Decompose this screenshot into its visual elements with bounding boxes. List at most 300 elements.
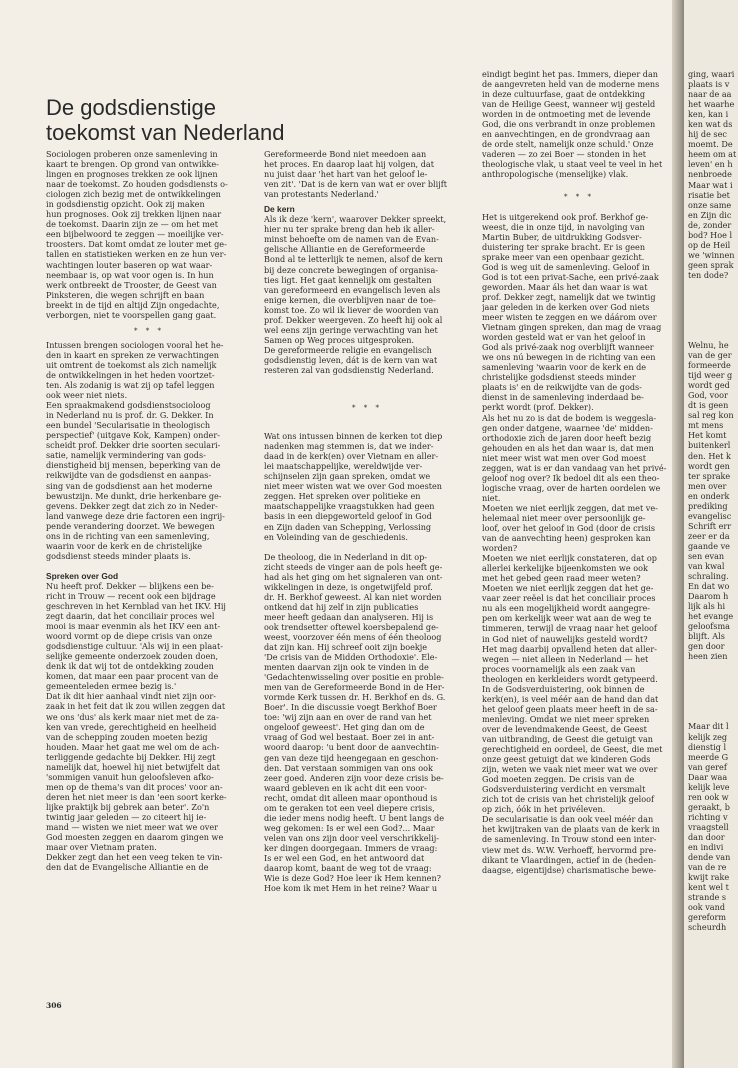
text-line: we 'winnen — [688, 249, 735, 260]
text-line: gemeenteleden ermee bezig is.' — [46, 681, 177, 692]
text-line: zich tot de crisis van het christelijk geloof — [482, 794, 655, 805]
text-line: sing van de godsdienst aan het moderne — [46, 480, 213, 491]
text-line: worden in de ontmoeting met de levende — [482, 109, 651, 120]
text-line: gen van deze tijd heengegaan en geschon- — [264, 752, 439, 763]
text-line: menleving. Omdat we niet meer spreken — [482, 713, 650, 724]
text-line: orthodoxie zich de jaren door heeft bezig — [482, 432, 652, 443]
text-line: ongeloof geweest'. Het ging dan om de — [264, 722, 425, 733]
text-line: gaande ve — [688, 540, 730, 551]
text-line: niet meer wist wat men over God moest — [482, 452, 646, 463]
text-line: Martin Buber, de uitdrukking Godsver- — [482, 231, 642, 242]
text-line: gerechtigheid en oordeel, de Geest, die met — [482, 744, 663, 755]
text-line: prediking — [688, 500, 728, 511]
text-line: den in kaart en spreken ze verwachtingen — [46, 349, 220, 360]
text-line: hun prognoses. Ook zij trekken lijnen naar — [46, 209, 222, 220]
text-line: Maar wat i — [688, 179, 733, 190]
text-line: eindigt begint het pas. Immers, dieper dan — [482, 69, 658, 79]
text-line: met het gebed geen raad meer weten? — [482, 573, 641, 584]
text-line: samenleving 'waarin voor de kerk en de — [482, 362, 647, 373]
text-line: proces voornamelijk als een zaak van — [482, 663, 636, 674]
text-line: moemt. De — [688, 139, 733, 150]
text-line: God moesten zeggen en daarom gingen we — [46, 832, 224, 843]
text-line: geen sprak — [688, 259, 734, 270]
text-line: toe: 'wij zijn aan en over de rand van het — [264, 712, 432, 723]
text-line: Moeten we niet eerlijk zeggen, dat met ve- — [482, 502, 658, 513]
text-line: Sociologen proberen onze samenleving in — [46, 149, 218, 159]
text-line: worden gesteld wat er van het geloof in — [482, 332, 646, 343]
text-line: de orde stelt, namelijk onze schuld.' Onze — [482, 139, 654, 150]
text-line: ontkend dat hij zelf in zijn publicaties — [264, 601, 419, 612]
text-line: geraakt, b — [688, 801, 730, 812]
text-line: waard gebleven en ik acht dit een voor- — [264, 782, 427, 793]
text-line: onze geest getuigt dat we kinderen Gods — [482, 754, 651, 765]
text-line: risatie bet — [688, 189, 730, 200]
text-line: view met ds. W.W. Verhoeff, hervormd pre- — [482, 844, 657, 855]
text-line: sprake meer van een openbaar gezicht. — [482, 251, 645, 262]
text-line: ter sprake — [688, 470, 731, 481]
text-line: bij deze concrete bewegingen of organisa- — [264, 264, 439, 275]
text-line: 'De crisis van de Midden Orthodoxie'. Ele- — [264, 652, 438, 663]
text-line: theologen en kerkleiders wordt getypeerd. — [482, 673, 658, 684]
text-line: weest, die in onze tijd, in navolging van — [482, 221, 645, 232]
text-line: geloofsma — [688, 621, 730, 632]
text-line: schijnselen zijn gaan spreken, omdat we — [264, 471, 431, 482]
text-line: Als het nu zo is dat de bodem is weggesla- — [482, 412, 657, 423]
text-line: men van de Gereformeerde Bond in de Her- — [264, 682, 445, 693]
text-line: zeggen, wat is er dan vandaag van het privé- — [482, 462, 667, 473]
text-line: dienstig l — [688, 741, 727, 752]
text-line: komen, dat maar een paar procent van de — [46, 671, 219, 682]
text-line: zeer goed. Anderen zijn voor deze crisis be- — [264, 772, 444, 783]
text-line: Welnu, he — [688, 339, 729, 350]
text-line: komst toe. Zo wil ik liever de woorden van — [264, 304, 439, 315]
text-line: timmeren, terwijl de vraag naar het geloof — [482, 623, 657, 634]
text-line: namelijk dat, hoewel hij niet betwijfelt dat — [46, 761, 220, 772]
text-line: over de levendmakende Geest, de Geest — [482, 723, 647, 734]
text-line: God, voor — [688, 390, 728, 401]
text-line: die ieder mens nodig heeft. U bent langs de — [264, 812, 445, 823]
section-heading: De kern — [264, 204, 295, 215]
paragraph — [264, 149, 470, 199]
text-line: ken van vrede, gerechtigheid en heelheid — [46, 721, 217, 732]
text-line: de toekomst. Daarin zijn ze — om het met — [46, 219, 218, 230]
text-line: wachtingen louter baseren op wat waar- — [46, 259, 213, 270]
text-line: Wie is deze God? Hoe leer ik Hem kennen? — [264, 873, 441, 884]
text-line: tallen en statistieken werken en ze hun ver- — [46, 249, 227, 260]
text-line: niet. — [482, 492, 501, 503]
paragraph — [684, 340, 738, 662]
text-line: in godsdienstig opzicht. Ook zij maken — [46, 199, 205, 210]
text-line: ten dode? — [688, 269, 729, 280]
text-line: Nu heeft prof. Dekker — blijkens een be- — [46, 580, 214, 591]
text-line: nadenken mag stemmen is, dat we inder- — [264, 441, 434, 452]
text-line: formeerde — [688, 360, 731, 371]
text-line: geschreven in het Kernblad van het IKV. Hij — [46, 601, 226, 612]
text-line: naar de toekomst. Zo houden godsdiensts o- — [46, 179, 228, 190]
text-line: kent wel t — [688, 882, 729, 893]
text-line: Boer'. In die discussie voegt Berkhof Boer — [264, 702, 437, 713]
text-line: maar over Vietnam praten. — [46, 842, 157, 853]
column-2 — [264, 149, 470, 893]
text-line: daagse, eigentijdse) charismatische bewe- — [482, 864, 657, 875]
text-line: reikwijdte van de godsdienst en aanpas- — [46, 470, 212, 481]
section-separator: * * * — [564, 192, 594, 201]
text-line: had als het ging om het signaleren van ont- — [264, 571, 443, 582]
text-line: zeer er da — [688, 530, 730, 541]
text-line: Pinksteren, die wegen schrijft en baan — [46, 289, 205, 300]
text-line: wikkelingen in deze, is ongetwijfeld prof. — [264, 581, 433, 592]
text-line: het geloof geen plaats meer heeft in de sa- — [482, 703, 658, 714]
text-line: gen onder datgene, waarnee 'de' midden- — [482, 422, 653, 433]
text-line: wordt gen — [688, 460, 730, 471]
paragraph — [264, 214, 470, 375]
text-line: Vietnam gingen spreken, dan mag de vraag — [482, 322, 662, 333]
paragraph — [482, 212, 676, 875]
text-line: lijke praktijk bij gebrek aan beter'. Zo'n — [46, 801, 210, 812]
text-line: kaart te brengen. Op grond van ontwikke- — [46, 159, 219, 170]
text-line: we ons nú bewegen in de richting van een — [482, 352, 656, 363]
text-line: zegt daarin, dat het conciliair proces wel — [46, 611, 215, 622]
text-line: Het mag daarbij opvallend heten dat aller- — [482, 643, 657, 654]
text-line: wegen — niet alleen in Nederland — het — [482, 653, 649, 664]
text-line: godsdienstige cultuur. 'Als wij in een plaat- — [46, 641, 223, 652]
text-line: pende verandering doorzet. We bewegen — [46, 520, 215, 531]
article-title-line: toekomst van Nederland — [46, 120, 285, 145]
text-line: waarin voor de kerk en de christelijke — [46, 540, 203, 551]
text-line: zijn, weten we vaak niet meer wat we over — [482, 764, 658, 775]
text-line: buitenkerl — [688, 440, 731, 451]
text-line: ciologen zich bezig met de ontwikkelingen — [46, 189, 221, 200]
text-line: zaak in het feit dat ik zou willen zeggen dat — [46, 701, 226, 712]
text-line: Moeten we niet eerlijk zeggen dat het ge- — [482, 583, 654, 594]
text-line: neembaar is, op wat voor ogen is. In hun — [46, 269, 214, 280]
text-line: gevens. Dekker zegt dat zich zo in Neder- — [46, 500, 218, 511]
text-line: scheurdh — [688, 922, 727, 933]
text-line: mand — wisten we niet meer wat we over — [46, 822, 219, 833]
text-line: worden? — [482, 543, 518, 554]
text-line: we ons 'dus' als kerk maar niet met de za- — [46, 711, 219, 722]
text-line: duistering ter sprake bracht. Er is geen — [482, 241, 646, 252]
text-line: godsdienstig leven, dát is de kern van wat — [264, 354, 438, 365]
text-line: en Zijn dic — [688, 209, 732, 220]
text-line: daad in de kerk(en) over Vietnam en aller- — [264, 451, 439, 462]
text-line: God, die ons verbrandt in onze problemen — [482, 119, 656, 130]
text-line: vaar zeer reëel is dat het conciliair proces — [482, 593, 656, 604]
text-line: gereform — [688, 912, 727, 923]
text-line: Daarom h — [688, 591, 729, 602]
text-line: plaats is' en de reikwijdte van de gods- — [482, 382, 642, 393]
text-line: dt is geen — [688, 400, 729, 411]
text-line: basis in een diepgeworteld geloof in God — [264, 511, 432, 522]
text-line: men op de thema's van dit proces' voor an- — [46, 781, 223, 792]
text-line: het evange — [688, 611, 734, 622]
text-line: de, zonder — [688, 219, 732, 230]
page-gutter-shadow — [672, 0, 684, 1068]
text-line: dikant te Vlaardingen, actief in de (heden- — [482, 854, 656, 865]
text-line: de ontwikkelingen in het heden voortzet- — [46, 369, 215, 380]
text-line: 'sommigen vanuit hun geloofsleven afko- — [46, 771, 214, 782]
article-title-line: De godsdienstige — [46, 95, 217, 120]
text-line: ging, waari — [688, 69, 735, 79]
text-line: zicht steeds de vinger aan de pols heeft ge- — [264, 561, 443, 572]
text-line: Gereformeerde Bond niet meedoen aan — [264, 149, 427, 159]
text-line: nenbroede — [688, 169, 732, 180]
text-line: een bijbelwoord te zeggen — moeilijke ver- — [46, 229, 224, 240]
text-line: Schrift err — [688, 520, 732, 531]
text-line: en Zijn daden van Schepping, Verlossing — [264, 521, 432, 532]
text-line: breekt in de tijd en altijd Zijn ongedachte, — [46, 299, 220, 310]
text-line: van uitbranding, de Geest die getuigt van — [482, 734, 653, 744]
text-line: hij de sec — [688, 129, 727, 140]
text-line: werk ontbreekt de Trooster, de Geest van — [46, 279, 217, 290]
text-line: recht, omdat dit alleen maar oponthoud is — [264, 792, 438, 803]
text-line: twintig jaar geleden — zo citeert hij ie- — [46, 812, 207, 822]
text-line: ook vand — [688, 902, 726, 913]
text-line: van geref — [688, 761, 727, 772]
text-line: Wat ons intussen binnen de kerken tot diep — [264, 431, 443, 442]
text-line: kelijk zeg — [688, 731, 728, 742]
text-line: scheidt prof. Dekker drie soorten seculari- — [46, 440, 221, 451]
text-line: woord daarop: 'u bent door de aanvechtin- — [264, 742, 440, 753]
text-line: anthropologische (menselijke) vlak. — [482, 169, 629, 180]
text-line: wel eens zijn geringe verwachting van het — [264, 324, 438, 335]
text-line: gen door — [688, 641, 725, 652]
text-line: verborgen, niet te voorspellen gang gaat. — [46, 309, 217, 320]
text-line: van de schepping zouden moeten bezig — [46, 731, 208, 742]
section-separator: * * * — [352, 404, 382, 413]
text-line: ook weer niet niets. — [46, 390, 128, 401]
paragraph — [684, 69, 738, 280]
text-line: en aanvechtingen, en de grondvraag aan — [482, 129, 651, 140]
text-line: en indivi — [688, 842, 724, 853]
text-line: heem om at — [688, 149, 737, 160]
text-line: richting v — [688, 811, 728, 822]
text-line: godsdienst steeds minder plaats is. — [46, 550, 191, 561]
text-line: dienst in de samenleving inderdaad be- — [482, 392, 644, 403]
text-line: En dat wo — [688, 581, 730, 592]
text-line: Dat ik dit hier aanhaal vindt niet zijn oor- — [46, 691, 217, 702]
text-line: sal reg kon — [688, 410, 734, 421]
text-line: om te geraken tot een veel diepere crisis, — [264, 802, 435, 813]
text-line: ook trendsetter oftewel koersbepalend ge- — [264, 621, 439, 632]
text-line: den dat de Evangelische Alliantie en de — [46, 862, 209, 873]
text-line: in God niet of nauwelijks gesteld wordt? — [482, 633, 648, 644]
text-line: uit omtrent de toekomst als zich namelijk — [46, 359, 217, 370]
text-line: sen evan — [688, 550, 725, 561]
text-line: weg gekomen: Is er wel een God?... Maar — [264, 822, 435, 833]
text-line: meerde G — [688, 751, 729, 762]
text-line: vaderen — zo zei Boer — stonden in het — [482, 149, 647, 160]
text-line: satie, namelijk vermindering van gods- — [46, 450, 206, 461]
text-line: resteren zal van godsdienstig Nederland. — [264, 364, 434, 375]
text-line: en Voleinding van de geschiedenis. — [264, 531, 408, 542]
text-line: daarop komt, baant de weg tot de vraag: — [264, 863, 432, 874]
text-line: in Nederland nu is prof. dr. G. Dekker. In — [46, 410, 214, 421]
text-line: christelijke godsdienst steeds minder — [482, 372, 636, 383]
text-line: de samenleving. In Trouw stond een inter- — [482, 834, 657, 845]
text-line: den. Dat verstaan sommigen van ons ook — [264, 762, 433, 773]
text-line: God is tot een privat-Sache, een privé-zaak — [482, 271, 659, 282]
text-line: Samen op Weg proces uitgesproken. — [264, 334, 415, 345]
text-line: denk ik dat wij tot de ontdekking zouden — [46, 661, 214, 672]
text-line: van de re — [688, 862, 727, 873]
text-line: men over — [688, 480, 727, 491]
text-line: op zich, óók in het privéleven. — [482, 804, 606, 815]
text-line: dr. H. Berkhof geweest. Al kan niet worden — [264, 591, 442, 602]
text-line: naar de aa — [688, 89, 732, 100]
text-line: dende van — [688, 852, 731, 863]
text-line: prof. Dekker weergeven. Zo heeft hij ook al — [264, 314, 443, 325]
article-title — [46, 95, 346, 145]
text-line: God als privé-zaak nog overblijft wanneer — [482, 342, 654, 353]
column-1 — [46, 149, 252, 872]
text-line: heen zien — [688, 651, 728, 662]
text-line: van kwal — [688, 561, 725, 572]
text-line: wordt ged — [688, 380, 730, 391]
text-line: vraag of God wel bestaat. Boer zei in ant- — [264, 732, 435, 743]
text-line: dat zijn kan. Hij schreef ooit zijn boekje — [264, 642, 428, 653]
text-line: ties ligt. Het gaat kennelijk om gestalten — [264, 274, 432, 285]
text-line: het kwijtraken van de plaats van de kerk in — [482, 824, 660, 835]
text-line: plaats is v — [688, 79, 730, 90]
text-line: troosters. Dat komt omdat ze louter met ge- — [46, 239, 227, 250]
text-line: strande s — [688, 892, 727, 903]
text-line: helemaal niet meer over persoonlijk ge- — [482, 512, 646, 523]
text-line: Het is uitgerekend ook prof. Berkhof ge- — [482, 211, 649, 222]
text-line: selijke gemeente onderzoek zouden doen, — [46, 651, 219, 662]
text-line: een bundel 'Secularisatie in theologisch — [46, 420, 211, 431]
text-line: mooi is maar evenmin als het IKV een ant- — [46, 621, 221, 632]
text-line: Het komt — [688, 430, 727, 441]
text-line: evangelisc — [688, 510, 732, 521]
text-line: zeggen. Het spreken over politieke en — [264, 491, 421, 502]
text-line: blijft. Als — [688, 631, 725, 642]
next-page-partial — [684, 0, 738, 1068]
text-line: prof. Dekker zegt, namelijk dat we twintig — [482, 291, 656, 302]
text-line: nu juist daar 'het hart van het geloof le- — [264, 169, 428, 180]
text-line: ons in de richting van een samenleving, — [46, 530, 210, 541]
text-line: pen om kerkelijk weer wat aan de weg te — [482, 613, 652, 624]
text-line: lingen en prognoses trekken ze ook lijnen — [46, 169, 218, 180]
text-line: onze same — [688, 199, 732, 210]
column-3 — [482, 69, 676, 875]
paragraph — [482, 69, 676, 180]
text-line: Godsverduistering verdicht en versmalt — [482, 784, 646, 795]
text-line: van protestants Nederland.' — [264, 189, 379, 200]
text-line: in deze cultuurfase, gaat de ontdekking — [482, 89, 646, 100]
text-line: van de Heilige Geest, wanneer wij gesteld — [482, 99, 656, 110]
text-line: de aangevreten held van de moderne mens — [482, 79, 660, 90]
text-line: niet meer wisten wat we over God moesten — [264, 481, 442, 492]
text-line: ken wat ds — [688, 119, 733, 130]
paragraph — [46, 149, 252, 320]
text-line: kerk(en), is veel méér aan de hand dan dat — [482, 693, 659, 704]
text-line: ker dingen doorgegaan. Immers de vraag: — [264, 842, 438, 853]
text-line: kwijt rake — [688, 872, 730, 883]
text-line: land vanwege deze drie factoren een ingrij- — [46, 510, 225, 521]
text-line: leven' en h — [688, 159, 733, 170]
text-line: van de ger — [688, 350, 732, 361]
text-line: schraling. — [688, 571, 729, 582]
text-line: van gereformeerd en evangelisch leven als — [264, 284, 441, 295]
text-line: menten daarvan zijn ook te vinden in de — [264, 662, 429, 673]
text-line: geloof nog over? Ik bedoel dit als een theo- — [482, 472, 660, 483]
text-line: enige kernen, die overblijven naar de toe- — [264, 294, 436, 305]
text-line: bewustzijn. Me dunkt, drie herkenbare ge- — [46, 490, 222, 501]
text-line: ten. Als zodanig is wat zij op tafel leggen — [46, 380, 215, 391]
paragraph — [264, 431, 470, 542]
text-line: deren het niet meer is dan 'een soort kerke- — [46, 791, 227, 802]
text-line: De theoloog, die in Nederland in dit op- — [264, 551, 427, 562]
paragraph — [684, 721, 738, 932]
paragraph — [46, 581, 252, 872]
text-line: van de aanvechting heen) gesproken kan — [482, 533, 651, 544]
page-number: 306 — [46, 1001, 62, 1010]
text-line: 'Gedachtenwisseling over positie en proble- — [264, 672, 444, 683]
text-line: lijk als hi — [688, 601, 726, 612]
text-line: het proces. En daarop laat hij volgen, dat — [264, 159, 434, 170]
text-line: God is weg uit de samenleving. Geloof in — [482, 261, 650, 272]
text-line: meer wisten te zeggen en we dáárom over — [482, 312, 657, 323]
text-line: kelijk leve — [688, 781, 730, 792]
text-line: vraagstell — [688, 821, 729, 832]
text-line: Bond al te letterlijk te nemen, alsof de kern — [264, 254, 443, 265]
text-line: Als ik deze 'kern', waarover Dekker spreekt, — [264, 214, 447, 225]
text-line: In de Godsverduistering, ook binnen de — [482, 683, 645, 694]
paragraph — [46, 340, 252, 561]
text-line: Maar dit l — [688, 721, 729, 732]
text-line: tijd weer g — [688, 370, 733, 381]
text-line: logische vraag, over de harten oordelen we — [482, 482, 661, 493]
section-separator: * * * — [134, 326, 164, 335]
text-line: het waarhe — [688, 99, 735, 110]
text-line: maatschappelijke vraagstukken had geen — [264, 501, 435, 512]
text-line: en onderk — [688, 490, 730, 501]
text-line: De secularisatie is dan ook veel méér dan — [482, 814, 654, 825]
text-line: ren ook w — [688, 791, 729, 802]
text-line: geworden. Maar áls het dan waar is wat — [482, 281, 648, 292]
text-line: houden. Maar het gaat me wel om de ach- — [46, 741, 220, 752]
text-line: minst behoefte om de namen van de Evan- — [264, 234, 439, 245]
text-line: allerlei kerkelijke bijeenkomsten we ook — [482, 563, 648, 574]
text-line: lei maatschappelijke, wereldwijde ver- — [264, 461, 423, 472]
text-line: den. Het k — [688, 450, 731, 461]
text-line: terliggende gedachte bij Dekker. Hij zegt — [46, 751, 216, 762]
text-line: vormde Kerk tussen dr. H. Berkhof en ds. G. — [264, 692, 446, 703]
text-line: Een spraakmakend godsdienstsocioloog — [46, 400, 211, 411]
text-line: woord vormt op de diepe crisis van onze — [46, 631, 213, 642]
text-line: gelische Alliantie en de Gereformeerde — [264, 244, 426, 255]
section-heading: Spreken over God — [46, 570, 119, 581]
text-line: perkt wordt (prof. Dekker). — [482, 402, 594, 413]
text-line: Moeten we niet eerlijk constateren, dat op — [482, 553, 657, 564]
text-line: loof, over het geloof in God (door de crisis — [482, 523, 655, 534]
text-line: perspectief' (uitgave Kok, Kampen) onder- — [46, 430, 220, 441]
text-line: gehouden en als het dan waar is, dat men — [482, 442, 654, 453]
text-line: hier nu ter sprake breng dan heb ik aller- — [264, 224, 435, 235]
text-line: ven zit'. 'Dat is de kern van wat er over blijft — [264, 179, 447, 190]
text-line: weest, voorzover één mens of één theoloog — [264, 631, 442, 642]
text-line: meer heeft gedaan dan analyseren. Hij is — [264, 611, 434, 622]
text-line: ken, kan i — [688, 109, 729, 120]
text-line: De gereformeerde religie en evangelisch — [264, 344, 432, 355]
text-line: Is er wel een God, en het antwoord dat — [264, 853, 425, 863]
text-line: theologische vlak, u staat veel te veel in het — [482, 159, 663, 170]
text-line: richt in Trouw — recent ook een bijdrage — [46, 590, 216, 601]
text-line: op de Heil — [688, 239, 731, 250]
text-line: dienstigheid bij mensen, beperking van de — [46, 460, 221, 471]
text-line: bod? Hoe l — [688, 229, 733, 240]
